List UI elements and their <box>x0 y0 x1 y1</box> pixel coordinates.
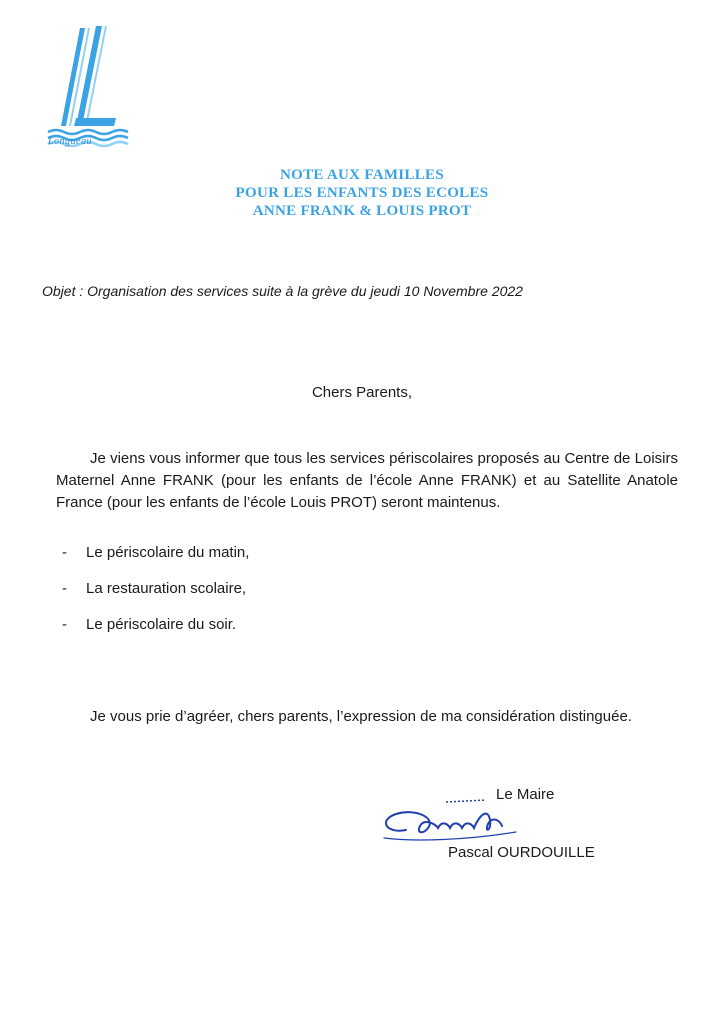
heading-line-3: ANNE FRANK & LOUIS PROT <box>252 203 472 219</box>
list-item <box>62 614 249 650</box>
subject-line: Objet : Organisation des services suite à la grève du jeudi 10 Novembre 2022 <box>42 283 523 299</box>
services-list <box>62 542 249 650</box>
service-label: Le périscolaire du soir. <box>86 616 237 633</box>
bullet-dash: - <box>62 544 67 561</box>
list-item <box>62 542 249 578</box>
list-item <box>62 578 249 614</box>
body-paragraph: Je viens vous informer que tous les services périscolaires proposés au Centre de Loisirs Maternel Anne FRANK (pour les enfants de l’école Anne FRANK) et au Satellite Anatole France (pour les enfants de l’école Louis PROT) seront maintenus. <box>56 450 678 511</box>
signatory-name: Pascal OURDOUILLE <box>448 844 595 861</box>
closing-paragraph: Je vous prie d’agréer, chers parents, l’expression de ma considération distinguée. <box>90 708 632 725</box>
heading-line-2: POUR LES ENFANTS DES ECOLES <box>235 185 489 201</box>
bullet-dash: - <box>62 580 67 597</box>
service-label: Le périscolaire du matin, <box>86 544 250 561</box>
document-heading <box>0 166 724 220</box>
logo-wordmark: Longueau <box>48 136 92 147</box>
signatory-title: Le Maire <box>496 786 555 803</box>
greeting: Chers Parents, <box>311 384 413 401</box>
bullet-dash: - <box>62 616 67 633</box>
service-label: La restauration scolaire, <box>86 580 247 597</box>
heading-line-1: NOTE AUX FAMILLES <box>279 167 444 183</box>
